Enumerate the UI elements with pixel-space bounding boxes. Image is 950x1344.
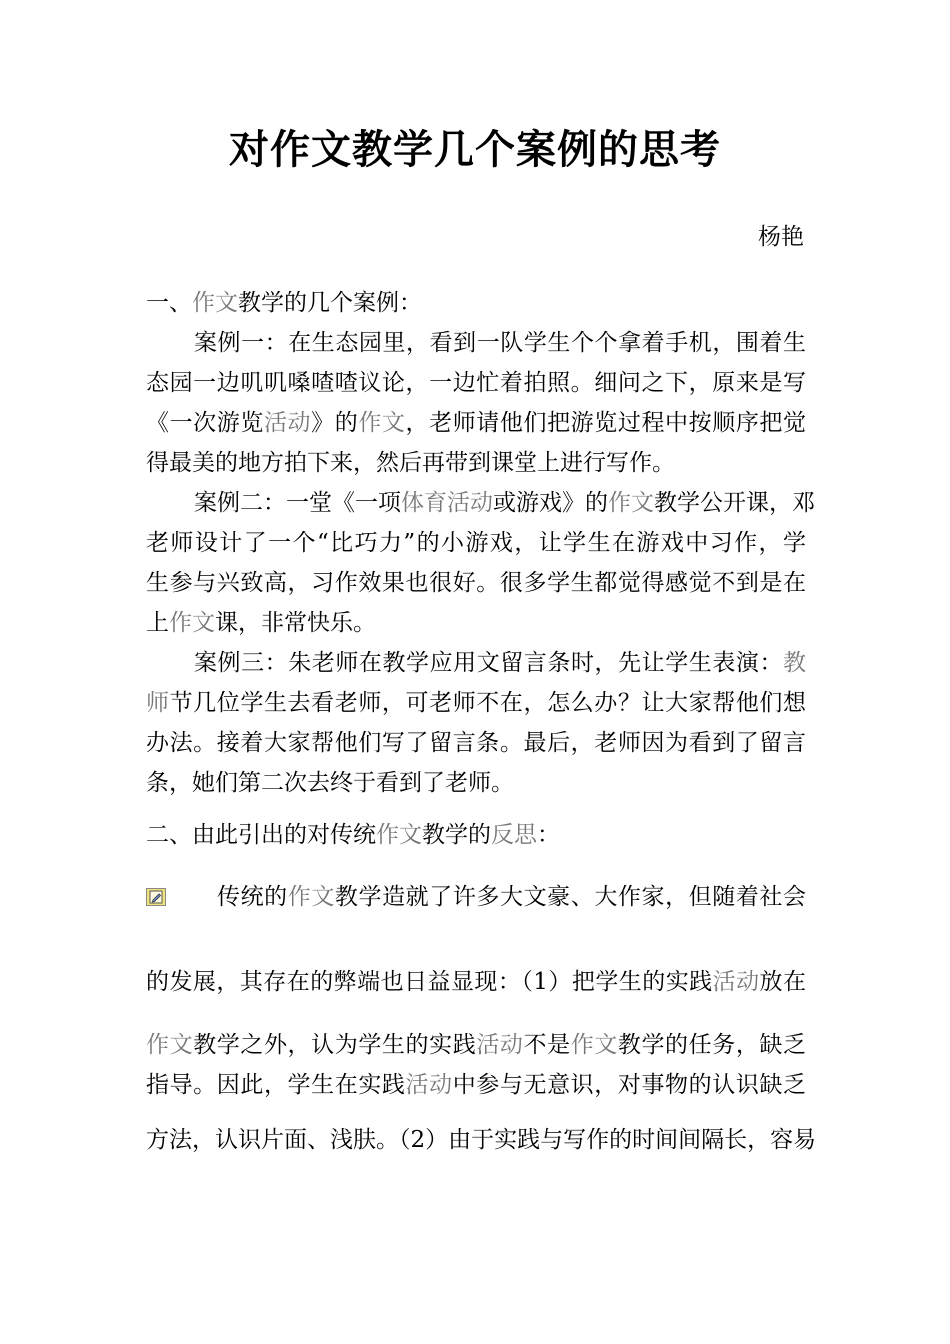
- text-segment: 老师设计了一个“比巧力”的小游戏，让学生在游戏中习作，学: [146, 530, 806, 556]
- highlighted-term[interactable]: 作文: [192, 290, 238, 316]
- text-segment: 教学公开课，邓: [654, 490, 815, 516]
- text-segment: 案例三：朱老师在教学应用文留言条时，先让学生表演：: [194, 650, 783, 676]
- text-line: [194, 643, 806, 683]
- highlighted-term[interactable]: 活动: [405, 1072, 453, 1098]
- text-line: [146, 1120, 817, 1160]
- highlighted-term[interactable]: 教: [783, 650, 806, 676]
- text-line: [146, 283, 806, 323]
- text-segment: 》的: [311, 410, 359, 436]
- text-line: [146, 603, 806, 643]
- highlighted-term[interactable]: 活动: [712, 969, 760, 995]
- text-segment: 案例一：在生态园里，看到一队学生个个拿着手机，围着生: [194, 330, 806, 356]
- text-line: [146, 443, 806, 483]
- text-line: [146, 763, 806, 803]
- document-title: 对作文教学几个案例的思考: [229, 126, 721, 173]
- text-line: [146, 683, 806, 723]
- highlighted-term[interactable]: 反思: [491, 822, 537, 848]
- text-line: [146, 363, 806, 403]
- text-segment: 传统的: [217, 884, 288, 910]
- text-segment: 的发展，其存在的弊端也日益显现：（1）把学生的实践: [146, 969, 713, 995]
- text-segment: 办法。接着大家帮他们写了留言条。最后，老师因为看到了留言: [146, 730, 806, 756]
- text-line: [194, 483, 815, 523]
- highlighted-term[interactable]: 作文: [169, 610, 215, 636]
- highlighted-term[interactable]: 活动: [263, 410, 312, 436]
- text-segment: 一、: [146, 290, 192, 316]
- text-segment: 《一次游览: [146, 410, 264, 436]
- text-line: [146, 723, 806, 763]
- text-segment: 教学的几个案例：: [238, 290, 422, 316]
- text-segment: 或游戏》的: [493, 490, 608, 516]
- text-line: [194, 323, 806, 363]
- text-segment: ：: [537, 822, 560, 848]
- highlighted-term[interactable]: 师: [146, 690, 170, 716]
- text-segment: 节几位学生去看老师，可老师不在，怎么办？让大家帮他们想: [169, 690, 807, 716]
- text-segment: 教学之外，认为学生的实践: [193, 1032, 477, 1058]
- text-segment: 态园一边叽叽嗓喳喳议论，一边忙着拍照。细问之下，原来是写: [146, 370, 806, 396]
- highlighted-term[interactable]: 体育活动: [401, 490, 493, 516]
- text-line: [146, 1025, 806, 1065]
- text-segment: 课，非常快乐。: [215, 610, 376, 636]
- text-line: [146, 403, 806, 443]
- text-line: [146, 815, 806, 855]
- text-line: [146, 962, 806, 1002]
- text-segment: 指导。因此，学生在实践: [146, 1072, 406, 1098]
- highlighted-term[interactable]: 活动: [476, 1032, 524, 1058]
- text-segment: 方法，认识片面、浅肤。（2）由于实践与写作的时间间隔长，容易: [146, 1127, 817, 1153]
- text-segment: 条，她们第二次去终于看到了老师。: [146, 770, 514, 796]
- text-segment: 放在: [759, 969, 807, 995]
- author-name: 杨艳: [758, 224, 804, 250]
- text-segment: 教学的任务，缺乏: [617, 1032, 807, 1058]
- text-segment: 中参与无意识，对事物的认识缺乏: [452, 1072, 807, 1098]
- highlighted-term[interactable]: 作文: [570, 1032, 618, 1058]
- text-segment: 生参与兴致高，习作效果也很好。很多学生都觉得感觉不到是在: [146, 570, 806, 596]
- highlighted-term[interactable]: 作文: [608, 490, 654, 516]
- highlighted-term[interactable]: 作文: [358, 410, 406, 436]
- text-segment: 二、由此引出的对传统: [146, 822, 376, 848]
- highlighted-term[interactable]: 作文: [287, 884, 335, 910]
- text-segment: 教学造就了许多大文豪、大作家，但随着社会: [334, 884, 807, 910]
- edit-note-icon[interactable]: [146, 888, 166, 906]
- text-segment: 上: [146, 610, 169, 636]
- highlighted-term[interactable]: 作文: [146, 1032, 194, 1058]
- text-segment: 案例二：一堂《一项: [194, 490, 401, 516]
- text-segment: 教学的: [422, 822, 491, 848]
- text-line: [146, 563, 806, 603]
- highlighted-term[interactable]: 作文: [376, 822, 422, 848]
- text-segment: ，老师请他们把游览过程中按顺序把觉: [405, 410, 807, 436]
- text-segment: 得最美的地方拍下来，然后再带到课堂上进行写作。: [146, 450, 675, 476]
- text-line: [146, 1065, 806, 1105]
- text-line: [217, 877, 806, 917]
- text-segment: 不是: [523, 1032, 571, 1058]
- text-line: [146, 523, 806, 563]
